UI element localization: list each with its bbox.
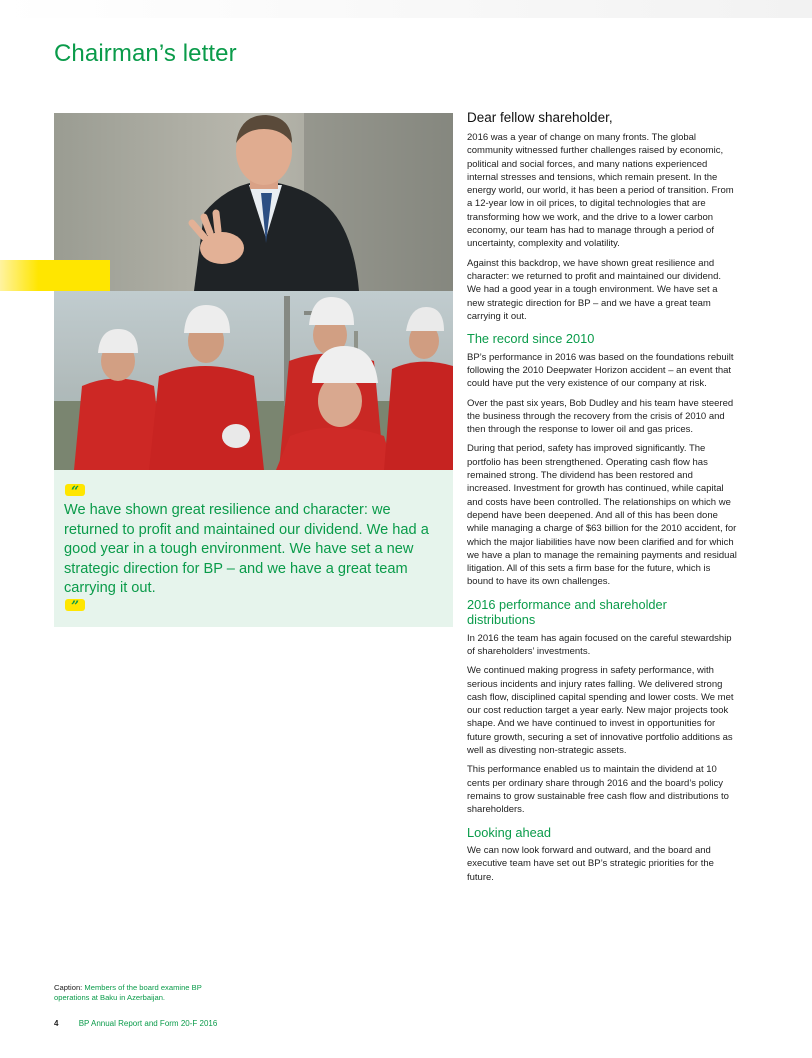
footer-doc-title: BP Annual Report and Form 20-F 2016 — [78, 1019, 218, 1028]
pull-quote-text: We have shown great resilience and character: we returned to profit and maintained our dividend. We had a good year in a tough environment. We have set a new strategic direction for BP – and we have a great team carrying it out. — [64, 502, 429, 596]
chairman-photo — [54, 113, 453, 291]
yellow-accent-bar — [0, 260, 110, 291]
paragraph: BP’s performance in 2016 was based on the foundations rebuilt following the 2010 Deepwater Horizon accident – an event that could have put the very existence of our company at risk. — [467, 351, 734, 390]
paragraph: Over the past six years, Bob Dudley and his team have steered the business through the recovery from the crisis of 2010 and then through the response to lower oil and gas prices. — [467, 397, 734, 436]
page-number: 4 — [54, 1019, 59, 1028]
paragraph: In 2016 the team has again focused on the careful stewardship of shareholders’ investments. — [467, 632, 732, 657]
section-heading: The record since 2010 — [467, 331, 595, 347]
board-members-photo — [54, 291, 453, 470]
pull-quote-box — [54, 470, 453, 627]
paragraph: We can now look forward and outward, and the board and executive team have set out BP’s strategic priorities for the future. — [467, 845, 714, 883]
paragraph: This performance enabled us to maintain the dividend at 10 cents per ordinary share through 2016 and the board’s policy remains to grow sustainable free cash flow and distributions to shareholders. — [467, 764, 729, 816]
greeting: Dear fellow shareholder, — [467, 110, 613, 125]
section-heading: Looking ahead — [467, 824, 551, 840]
caption-label: Caption: — [54, 983, 83, 992]
caption-text: Members of the board examine BP operations at Baku in Azerbaijan. — [54, 983, 202, 1002]
paragraph: We continued making progress in safety performance, with serious incidents and injury rates falling. We delivered strong cash flow, disciplined capital spending and lower costs. We met our cost reduction target a year early. New major projects took shape. And we have continued to invest in opportunities for future growth, securing a set of innovative portfolio additions as well as divesting non-strategic assets. — [467, 665, 734, 757]
close-quote-icon: ” — [65, 599, 85, 611]
paragraph: During that period, safety has improved significantly. The portfolio has been strengthened. Operating cash flow has remained strong. The dividend has been restored and increased. Investment for growth has continued, while capital and costs have been controlled. The relationships on which we depend have been deepened. And all of this has been done while managing a charge of $63 billion for the 2010 accident, for which the major liabilities have now been clarified and for which we have a plan to manage the remaining payments and residual litigation. All of this sets a firm base for the future, which is bound to have its own challenges. — [467, 443, 737, 588]
paragraph: 2016 was a year of change on many fronts. The global community witnessed further challenges raised by economic, political and social forces, and many nations experienced internal stresses and tensions, which remain present. In the energy world, our world, it has been a period of transition. From a 12-year low in oil prices, to digital technologies that are transforming how we work, and the drive to a lower carbon economy, our team has had to manage through a period of uncertainty, complexity and volatility. — [467, 132, 734, 250]
paragraph: Against this backdrop, we have shown great resilience and character: we returned to profit and maintained our dividend. We had a good year in a tough environment. We have set a new strategic direction for BP – and we have a great team carrying it out. — [467, 257, 722, 322]
page-footer — [54, 1019, 217, 1028]
page-title: Chairman’s letter — [54, 40, 237, 67]
section-heading: 2016 performance and shareholder distributions — [467, 596, 667, 628]
photo-caption — [54, 983, 224, 1003]
letter-column — [467, 110, 737, 890]
open-quote-icon: “ — [65, 484, 85, 496]
top-gradient-bar — [0, 0, 812, 18]
